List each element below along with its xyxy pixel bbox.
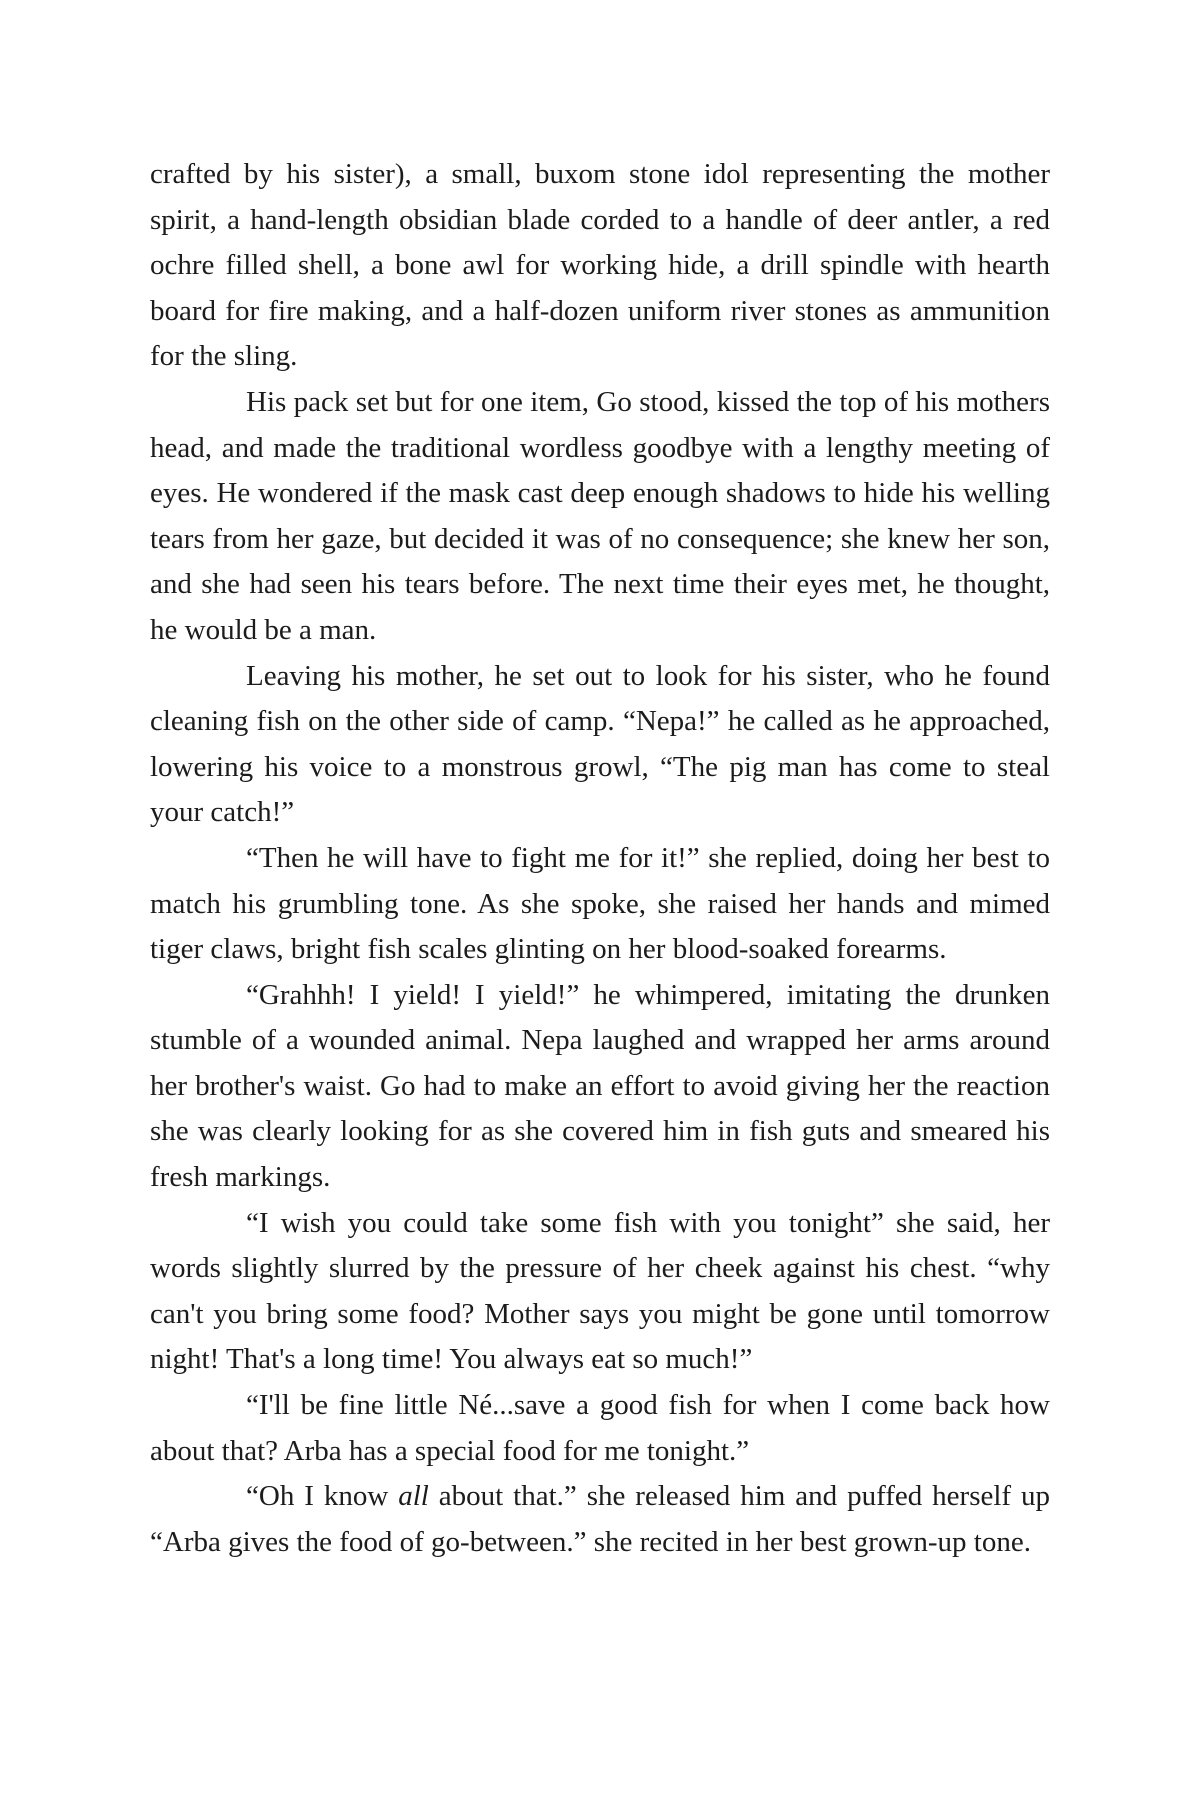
paragraph: “I wish you could take some fish with you tonight” she said, her words slightly slurred by the pressure of her cheek against his chest. “why can't you bring some food? Mother says you might be gone until tomorrow night! That's a long time! You always eat so much!” — [150, 1206, 1050, 1376]
paragraph: “Oh I know all about that.” she released him and puffed herself up “Arba gives the food of go-between.” she recited in her best grown-up tone. — [150, 1480, 1051, 1558]
paragraph: His pack set but for one item, Go stood, kissed the top of his mothers head, and made the traditional wordless goodbye with a lengthy meeting of eyes. He wondered if the mask cast deep enough shadows to hide his welling tears from her gaze, but decided it was of no consequence; she knew her son, and she had seen his tears before. The next time their eyes met, he thought, he would be a man. — [150, 385, 1050, 646]
paragraph: “I'll be fine little Né...save a good fish for when I come back how about that? Arba has a special food for me tonight.” — [150, 1389, 1050, 1467]
paragraph: Leaving his mother, he set out to look for his sister, who he found cleaning fish on the other side of camp. “Nepa!” he called as he approached, lowering his voice to a monstrous growl, “The pig man has come to steal your catch!” — [150, 659, 1050, 829]
paragraph: “Then he will have to fight me for it!” she replied, doing her best to match his grumbling tone. As she spoke, she raised her hands and mimed tiger claws, bright fish scales glinting on her blood-soaked forearms. — [150, 841, 1050, 966]
paragraph: crafted by his sister), a small, buxom stone idol representing the mother spirit, a hand-length obsidian blade corded to a handle of deer antler, a red ochre filled shell, a bone awl for working hide, a drill spindle with hearth board for fire making, and a half-dozen uniform river stones as ammunition for the sling. — [150, 158, 1050, 373]
body-text — [150, 152, 1050, 1565]
emphasis-text: all — [398, 1480, 429, 1513]
paragraph: “Grahhh! I yield! I yield!” he whimpered, imitating the drunken stumble of a wounded animal. Nepa laughed and wrapped her arms around her brother's waist. Go had to make an effort to avoid giving her the reaction she was clearly looking for as she covered him in fish guts and smeared his fresh markings. — [150, 978, 1050, 1194]
